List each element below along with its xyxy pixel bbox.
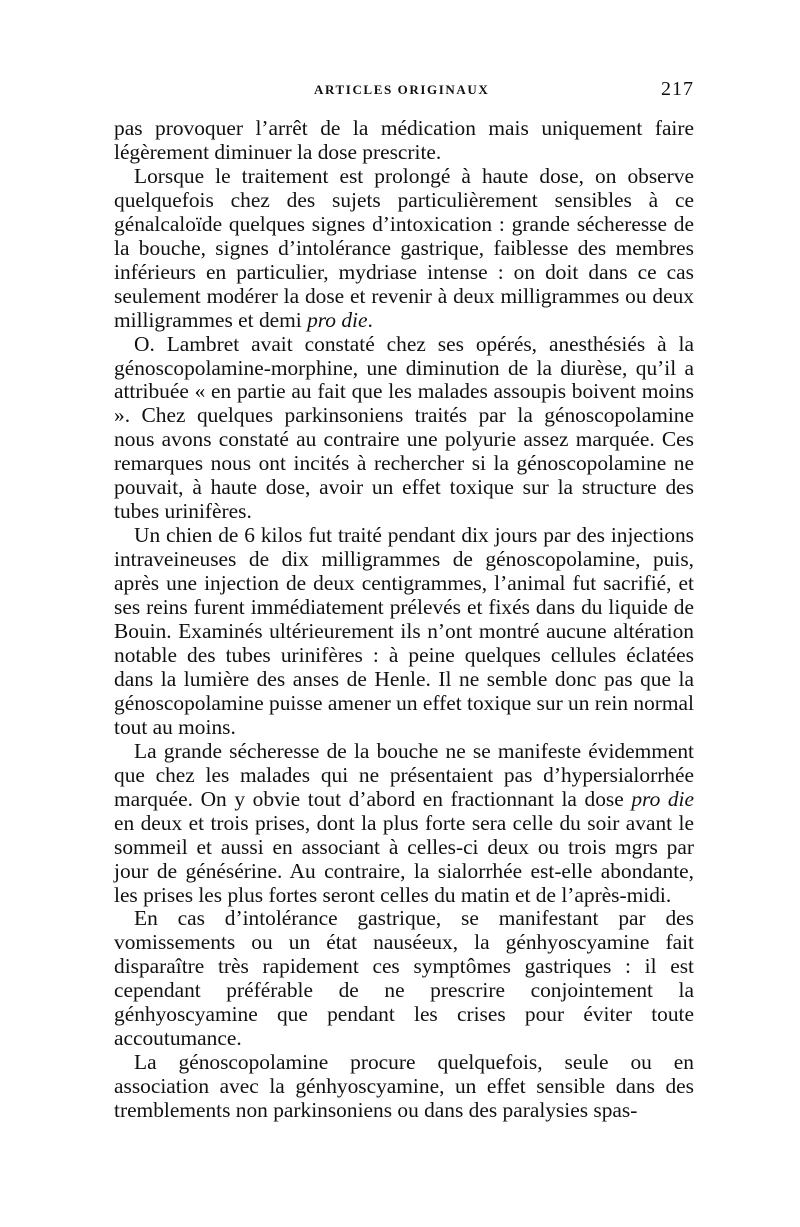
italic-phrase: pro die	[631, 786, 694, 811]
text-run: pas provoquer l’arrêt de la médication mais uniquement faire légèrement diminuer la dose prescrite.	[114, 116, 694, 164]
paragraph	[114, 165, 694, 333]
paragraph	[114, 907, 694, 1051]
text-run: O. Lambret avait constaté chez ses opérés, anesthésiés à la génoscopolamine-morphine, une diminution de la diurèse, qu’il a attribuée « en partie au fait que les malades assoupis boivent moins ». Chez quelques parkinsoniens traités par la génoscopolamine nous avons constaté au contraire une polyurie assez marquée. Ces remarques nous ont incités à rechercher si la génoscopolamine ne pouvait, à haute dose, avoir un effet toxique sur la structure des tubes urinifères.	[114, 331, 694, 524]
text-run: La génoscopolamine procure quelquefois, seule ou en association avec la génhyoscyamine, un effet sensible dans des tremblements non parkinsoniens ou dans des paralysies spas-	[114, 1050, 694, 1123]
text-run: En cas d’intolérance gastrique, se manifestant par des vomissements ou un état nauséeux, la génhyoscyamine fait disparaître très rapidement ces symptômes gastriques : il est cependant préférable de ne prescrire conjointement la génhyoscyamine que pendant les crises pour éviter toute accoutumance.	[114, 906, 694, 1051]
italic-phrase: pro die	[307, 307, 368, 332]
paragraph	[114, 524, 694, 740]
page-number: 217	[661, 78, 694, 100]
paragraph	[114, 740, 694, 908]
paragraph	[114, 1051, 694, 1123]
text-run: La grande sécheresse de la bouche ne se manifeste évidemment que chez les malades qui ne présentaient pas d’hypersialorrhée marquée. On y obvie tout d’abord en fractionnant la dose	[114, 738, 694, 811]
running-title: ARTICLES ORIGINAUX	[314, 82, 490, 97]
paragraph	[114, 333, 694, 525]
text-run: .	[367, 307, 373, 332]
paragraph	[114, 117, 694, 165]
running-header	[114, 78, 694, 102]
text-run: Lorsque le traitement est prolongé à haute dose, on observe quelquefois chez des sujets particulièrement sensibles à ce génalcaloïde quelques signes d’intoxication : grande sécheresse de la bouche, signes d’intolérance gastrique, faiblesse des membres inférieurs en particulier, mydriase intense : on doit dans ce cas seulement modérer la dose et revenir à deux milligrammes ou deux milligrammes et demi	[114, 163, 694, 332]
body-text	[114, 117, 694, 1123]
text-run: Un chien de 6 kilos fut traité pendant dix jours par des injections intraveineuses de dix milligrammes de génoscopolamine, puis, après une injection de deux centigrammes, l’animal fut sacrifié, et ses reins furent immédiatement prélevés et fixés dans du liquide de Bouin. Examinés ultérieurement ils n’ont montré aucune altération notable des tubes urinifères : à peine quelques cellules éclatées dans la lumière des anses de Henle. Il ne semble donc pas que la génoscopolamine puisse amener un effet toxique sur un rein normal tout au moins.	[114, 523, 694, 739]
text-run: en deux et trois prises, dont la plus forte sera celle du soir avant le sommeil et aussi en associant à celles-ci deux ou trois mgrs par jour de génésérine. Au contraire, la sialorrhée est-elle abondante, les prises les plus fortes seront celles du matin et de l’après-midi.	[114, 810, 694, 907]
